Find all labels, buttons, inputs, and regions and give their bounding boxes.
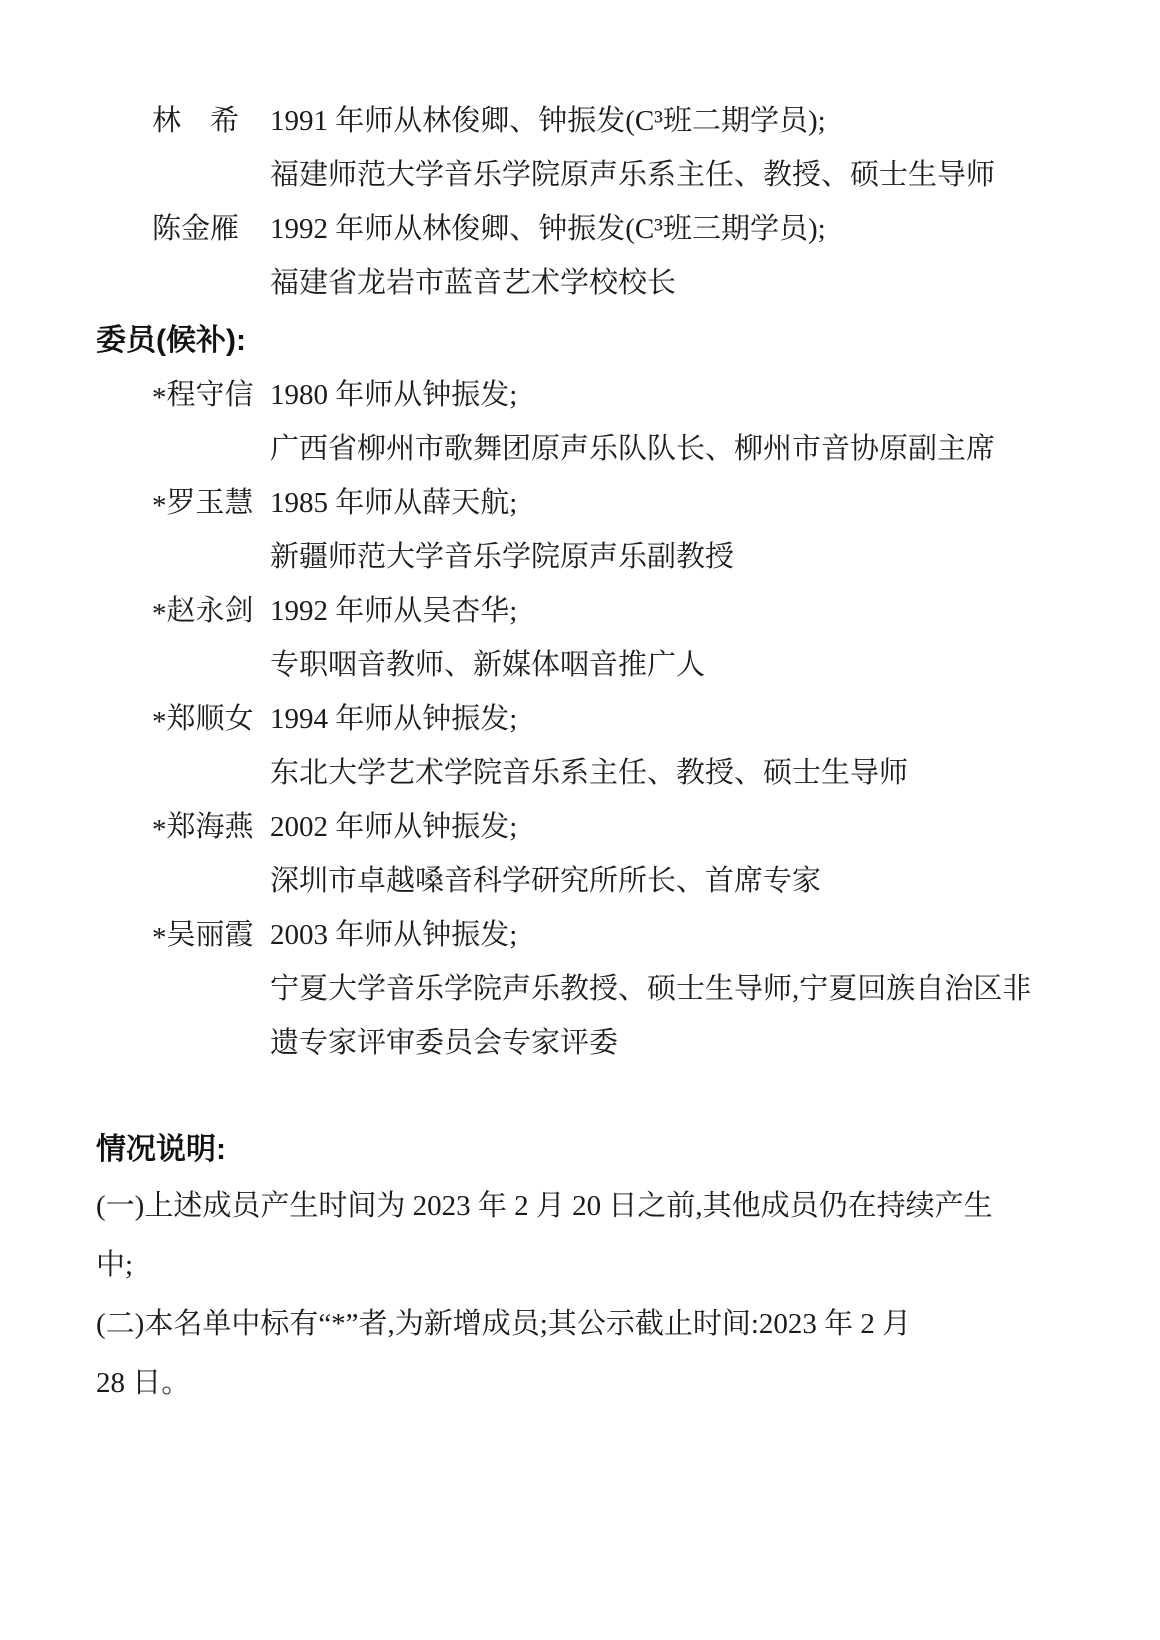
member-entry [152, 800, 1060, 908]
member-name [152, 584, 270, 638]
member-details [270, 908, 1060, 1070]
member-entry [152, 584, 1060, 692]
text-line: 1980 年师从钟振发; [270, 379, 518, 411]
note-paragraph [96, 1177, 1060, 1295]
member-name [152, 368, 270, 422]
member-list-top [96, 94, 1060, 310]
text-line: 福建师范大学音乐学院原声乐系主任、教授、硕士生导师 [270, 159, 996, 191]
text-line: 遗专家评审委员会专家评委 [270, 1027, 619, 1059]
text-line: 东北大学艺术学院音乐系主任、教授、硕士生导师 [270, 757, 909, 789]
text-line: 28 日。 [96, 1367, 191, 1399]
member-details [270, 476, 1060, 584]
text-line: (二)本名单中标有“*”者,为新增成员;其公示截止时间:2023 年 2 月 [96, 1308, 912, 1340]
new-member-star: * [152, 706, 167, 739]
member-details [270, 368, 1060, 476]
member-name [152, 202, 270, 256]
new-member-star: * [152, 382, 167, 415]
new-member-star: * [152, 814, 167, 847]
member-entry [152, 476, 1060, 584]
text-line: 2002 年师从钟振发; [270, 811, 518, 843]
member-entry [152, 202, 1060, 310]
member-entry [152, 908, 1060, 1070]
member-details [270, 692, 1060, 800]
member-name-text: 罗玉慧 [166, 487, 254, 519]
member-entry [152, 94, 1060, 202]
member-name [152, 692, 270, 746]
new-member-star: * [152, 922, 167, 955]
member-name [152, 476, 270, 530]
member-details [270, 202, 1060, 310]
member-details [270, 800, 1060, 908]
text-line: 1985 年师从薛天航; [270, 487, 518, 519]
text-line: 深圳市卓越嗓音科学研究所所长、首席专家 [270, 865, 822, 897]
member-list-candidates [96, 368, 1060, 1070]
text-line: 1994 年师从钟振发; [270, 703, 518, 735]
member-entry [152, 692, 1060, 800]
text-line: 广西省柳州市歌舞团原声乐队队长、柳州市音协原副主席 [270, 433, 996, 465]
member-name-text: 赵永剑 [166, 595, 254, 627]
member-name-text: 陈金雁 [152, 213, 240, 245]
member-name [152, 800, 270, 854]
text-line: 新疆师范大学音乐学院原声乐副教授 [270, 541, 735, 573]
text-line: 1992 年师从林俊卿、钟振发(C³班三期学员); [270, 213, 826, 245]
text-line: 1992 年师从吴杏华; [270, 595, 518, 627]
text-line: 专职咽音教师、新媒体咽音推广人 [270, 649, 706, 681]
text-line: (一)上述成员产生时间为 2023 年 2 月 20 日之前,其他成员仍在持续产生 [96, 1190, 993, 1222]
new-member-star: * [152, 598, 167, 631]
member-name-text: 程守信 [166, 379, 254, 411]
notes-section [96, 1177, 1060, 1413]
text-line: 宁夏大学音乐学院声乐教授、硕士生导师,宁夏回族自治区非 [270, 973, 1032, 1005]
member-name-text: 吴丽霞 [166, 919, 254, 951]
member-name [152, 94, 270, 148]
member-name-text: 郑顺女 [166, 703, 254, 735]
member-details [270, 584, 1060, 692]
note-paragraph [96, 1295, 1060, 1413]
text-line: 福建省龙岩市蓝音艺术学校校长 [270, 267, 677, 299]
member-details [270, 94, 1060, 202]
member-name [152, 908, 270, 962]
text-line: 2003 年师从钟振发; [270, 919, 518, 951]
member-name-text: 林 希 [152, 105, 240, 137]
text-line: 中; [96, 1249, 134, 1281]
notes-header: 情况说明: [96, 1133, 226, 1166]
section-header-alternate-members: 委员(候补): [96, 324, 246, 357]
member-name-text: 郑海燕 [166, 811, 254, 843]
new-member-star: * [152, 490, 167, 523]
member-entry [152, 368, 1060, 476]
text-line: 1991 年师从林俊卿、钟振发(C³班二期学员); [270, 105, 826, 137]
